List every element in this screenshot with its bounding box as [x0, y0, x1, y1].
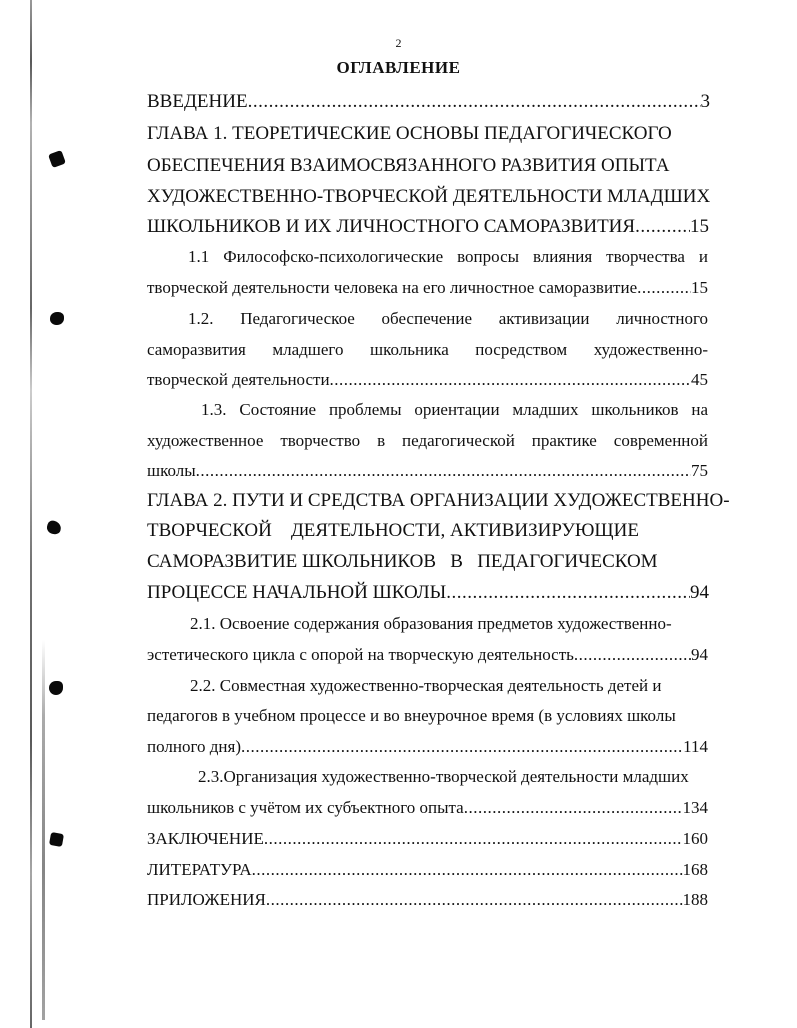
toc-entry-conclusion[interactable] — [147, 828, 708, 850]
leader-dots — [264, 828, 683, 850]
toc-entry-page: 134 — [682, 798, 708, 817]
leader-dots — [464, 797, 683, 819]
toc-entry-page: 15 — [690, 216, 709, 237]
toc-entry-title: творческой деятельности человека на его личностное саморазвитие — [147, 278, 638, 297]
toc-entry-page: 15 — [691, 278, 708, 297]
toc-entry-section-2-1[interactable] — [147, 644, 708, 666]
leader-dots — [266, 889, 683, 911]
toc-entry-title: ШКОЛЬНИКОВ И ИХ ЛИЧНОСТНОГО САМОРАЗВИТИЯ — [147, 216, 636, 237]
toc-title: ОГЛАВЛЕНИЕ — [336, 58, 461, 77]
toc-entry-section-1-2[interactable] — [147, 369, 708, 391]
toc-section-2-2-line: 2.2. Совместная художественно-творческая деятельность детей и — [190, 676, 662, 695]
toc-chapter-1-line: ХУДОЖЕСТВЕННО-ТВОРЧЕСКОЙ ДЕЯТЕЛЬНОСТИ МЛАДШИХ — [147, 186, 711, 207]
toc-chapter-2-line: САМОРАЗВИТИЕ ШКОЛЬНИКОВ В ПЕДАГОГИЧЕСКОМ — [147, 551, 658, 572]
toc-entry-section-2-3[interactable] — [147, 797, 708, 819]
toc-entry-page: 45 — [691, 370, 708, 389]
toc-entry-page: 188 — [682, 890, 708, 909]
toc-entry-chapter-1[interactable] — [147, 216, 709, 238]
toc-entry-title: школьников с учётом их субъектного опыта — [147, 798, 464, 817]
toc-entry-title: ПРИЛОЖЕНИЯ — [147, 890, 266, 909]
toc-entry-page: 94 — [690, 582, 709, 603]
toc-section-1-3-line: художественное творчество в педагогической практике современной — [147, 431, 708, 450]
toc-entry-section-1-3[interactable] — [147, 460, 708, 482]
leader-dots — [637, 277, 691, 299]
page-number: 2 — [395, 36, 402, 50]
leader-dots — [196, 460, 691, 482]
toc-entry-title: эстетического цикла с опорой на творческую деятельность — [147, 645, 574, 664]
toc-entry-title: ПРОЦЕССЕ НАЧАЛЬНОЙ ШКОЛЫ — [147, 582, 447, 603]
toc-chapter-1-line: ГЛАВА 1. ТЕОРЕТИЧЕСКИЕ ОСНОВЫ ПЕДАГОГИЧЕСКОГО — [147, 123, 672, 144]
leader-dots — [330, 369, 691, 391]
toc-section-1-2-line: 1.2. Педагогическое обеспечение активизации личностного — [188, 309, 708, 328]
leader-dots — [446, 582, 690, 604]
toc-entry-appendix[interactable] — [147, 889, 708, 911]
punch-hole-mark — [50, 312, 64, 325]
toc-entry-intro[interactable] — [147, 91, 710, 113]
toc-section-1-2-line: саморазвития младшего школьника посредством художественно- — [147, 340, 708, 359]
toc-chapter-1-line: ОБЕСПЕЧЕНИЯ ВЗАИМОСВЯЗАННОГО РАЗВИТИЯ ОПЫТА — [147, 155, 670, 176]
toc-entry-section-2-2[interactable] — [147, 736, 708, 758]
punch-hole-mark — [49, 681, 63, 695]
scan-edge-artifact — [42, 640, 45, 1020]
punch-hole-mark — [46, 519, 63, 535]
toc-section-2-1-line: 2.1. Освоение содержания образования предметов художественно- — [190, 614, 672, 633]
punch-hole-mark — [49, 832, 64, 847]
toc-entry-page: 160 — [682, 829, 708, 848]
toc-section-2-3-line: 2.3.Организация художественно-творческой деятельности младших — [198, 767, 689, 786]
toc-entry-title: ЛИТЕРАТУРА — [147, 860, 252, 879]
toc-section-1-1-line: 1.1 Философско-психологические вопросы влияния творчества и — [188, 247, 708, 266]
toc-section-2-2-line: педагогов в учебном процессе и во внеурочное время (в условиях школы — [147, 706, 676, 725]
toc-entry-section-1-1[interactable] — [147, 277, 708, 299]
toc-chapter-2-line: ГЛАВА 2. ПУТИ И СРЕДСТВА ОРГАНИЗАЦИИ ХУДОЖЕСТВЕННО- — [147, 490, 730, 511]
toc-entry-literature[interactable] — [147, 859, 708, 881]
toc-entry-title: ЗАКЛЮЧЕНИЕ — [147, 829, 264, 848]
toc-entry-page: 94 — [691, 645, 708, 664]
toc-entry-title: полного дня) — [147, 737, 241, 756]
leader-dots — [635, 216, 690, 238]
toc-entry-page: 114 — [683, 737, 708, 756]
leader-dots — [574, 644, 691, 666]
punch-hole-mark — [48, 150, 66, 168]
toc-chapter-2-line: ТВОРЧЕСКОЙ ДЕЯТЕЛЬНОСТИ, АКТИВИЗИРУЮЩИЕ — [147, 520, 639, 541]
scan-edge-artifact — [30, 0, 32, 1028]
toc-entry-chapter-2[interactable] — [147, 582, 709, 604]
toc-entry-page: 75 — [691, 461, 708, 480]
leader-dots — [252, 859, 683, 881]
toc-entry-title: школы — [147, 461, 196, 480]
toc-section-1-3-line: 1.3. Состояние проблемы ориентации младших школьников на — [201, 400, 708, 419]
toc-entry-title: ВВЕДЕНИЕ — [147, 91, 248, 112]
leader-dots — [248, 91, 701, 113]
toc-entry-page: 168 — [682, 860, 708, 879]
toc-entry-title: творческой деятельности — [147, 370, 330, 389]
leader-dots — [241, 736, 683, 758]
toc-entry-page: 3 — [700, 91, 710, 112]
